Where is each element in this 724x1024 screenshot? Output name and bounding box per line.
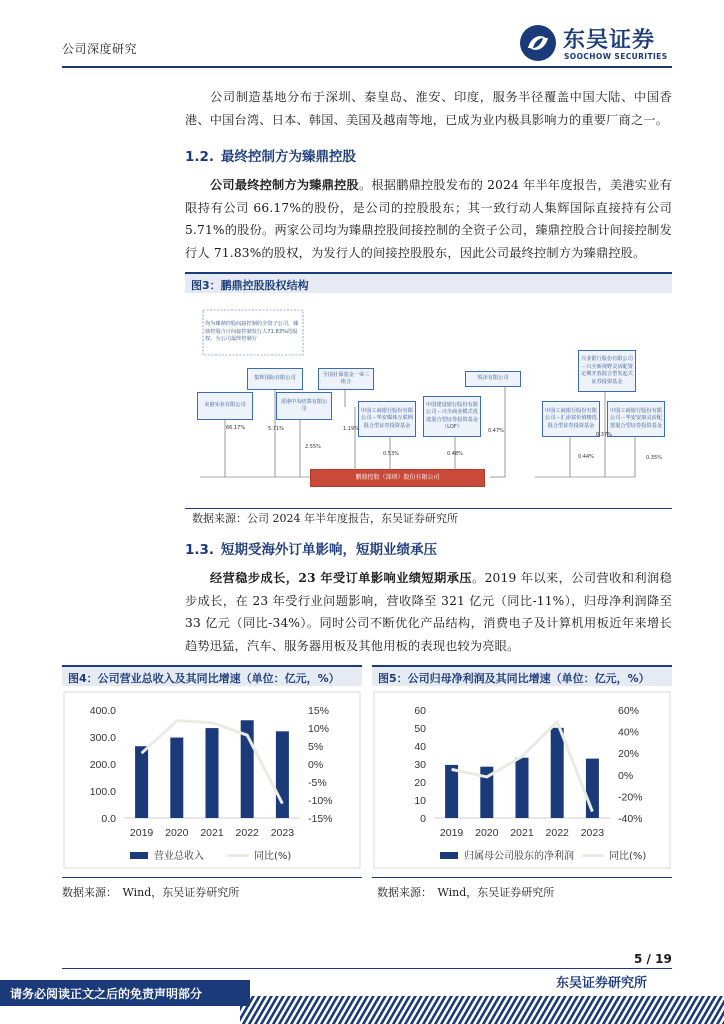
figure-4-bottom-rule (62, 877, 362, 878)
body-text: 。根据鹏鼎控股发布的 2024 年半年度报告，美港实业有限持有公司 66.17%的股份，是公司的控股股东；其一致行动人集辉国际直接持有公司 5.71%的股份。两家公司均为臻鼎控股间接控制的全资子公司，臻鼎控股合计间接控制发行人 71.83%的股权，为发行人的间接控股股东，因此公司最终控制方为臻鼎控股。 (185, 178, 672, 260)
holding-percent: 0.48% (447, 451, 463, 457)
y2-axis-tick-label: 10% (308, 723, 330, 735)
y-axis-tick-label: 60 (414, 705, 426, 717)
y2-axis-tick-label: 60% (618, 705, 640, 717)
y2-axis-tick-label: 5% (308, 741, 324, 753)
company-root-box: 鹏鼎控股（深圳）股份有限公司 (310, 469, 485, 487)
shareholder-box: 中国建设银行股份有限公司－兴全商业模式优选混合型证券投资基金（LOF） (423, 396, 481, 437)
y2-axis-tick-label: -10% (308, 795, 333, 807)
holding-percent: 2.55% (305, 444, 321, 450)
document-type-label: 公司深度研究 (62, 42, 138, 56)
y2-axis-tick-label: 40% (618, 726, 640, 739)
shareholder-box: 锐泽有限公司 (465, 371, 521, 387)
shareholder-box: 美港实业有限公司 (197, 392, 253, 420)
figure-4-title: 图4：公司营业总收入及其同比增速（单位：亿元，%） (62, 665, 362, 686)
y2-axis-tick-label: -5% (308, 777, 327, 789)
holding-percent: 1.19% (343, 426, 359, 432)
footer-rule (62, 968, 672, 969)
y-axis-tick-label: 40 (414, 741, 426, 753)
legend-line-label: 同比(%) (254, 851, 292, 862)
figure-5-title: 图5：公司归母净利润及其同比增速（单位：亿元，%） (372, 665, 672, 686)
y2-axis-tick-label: -40% (618, 813, 643, 825)
y-axis-tick-label: 300.0 (89, 732, 116, 744)
holding-percent: 0.44% (578, 454, 594, 460)
y2-axis-tick-label: -20% (618, 791, 643, 804)
section-1-2-paragraph (185, 174, 672, 264)
revenue-chart (62, 690, 362, 870)
legend-bar-swatch (440, 852, 458, 859)
soochow-logo-icon (519, 24, 557, 62)
y-axis-tick-label: 50 (414, 723, 426, 735)
footer-stripe-decoration (240, 996, 724, 1024)
x-axis-tick-label: 2022 (235, 827, 259, 839)
legend-bar-label: 归属母公司股东的净利润 (464, 851, 574, 862)
lead-sentence: 经营稳步成长，23 年受订单影响业绩短期承压 (210, 571, 472, 585)
x-axis-tick-label: 2020 (165, 827, 189, 839)
shareholder-box: 香港中央结算有限公司 (276, 392, 332, 420)
bar (445, 765, 458, 818)
holding-percent: 0.47% (488, 428, 504, 434)
figure-3-title: 图3：鹏鼎控股股权结构 (185, 272, 672, 293)
figure-4-source: 数据来源： Wind，东吴证券研究所 (62, 886, 240, 899)
y-axis-tick-label: 0.0 (101, 813, 116, 825)
page-number: 5 / 19 (634, 952, 672, 966)
logo-english-name: SOOCHOW SECURITIES (564, 52, 668, 61)
y-axis-tick-label: 200.0 (89, 759, 116, 771)
x-axis-tick-label: 2023 (270, 827, 295, 839)
figure-5-bottom-rule (372, 877, 672, 878)
shareholder-box: 兴业银行股份有限公司－兴全新视野灵活配置定期开放混合型发起式证券投资基金 (578, 350, 636, 392)
y2-axis-tick-label: 15% (308, 705, 330, 717)
section-title: 最终控制方为臻鼎控股 (221, 149, 356, 165)
bar (516, 758, 529, 818)
shareholder-box: 中国工商银行股份有限公司－华安媒体互联网混合型证券投资基金 (358, 401, 416, 437)
x-axis-tick-label: 2021 (510, 827, 534, 839)
legend-line-label: 同比(%) (609, 851, 647, 862)
bar (206, 728, 219, 818)
section-1-3-paragraph (185, 567, 672, 657)
y2-axis-tick-label: -15% (308, 813, 333, 825)
bar (551, 728, 564, 818)
figure-3-source: 数据来源：公司 2024 年半年度报告，东吴证券研究所 (192, 512, 458, 525)
x-axis-tick-label: 2019 (129, 827, 154, 839)
bar (135, 746, 148, 818)
x-axis-tick-label: 2019 (439, 827, 464, 839)
figure-5-source: 数据来源： Wind，东吴证券研究所 (377, 886, 555, 899)
x-axis-tick-label: 2020 (475, 827, 499, 839)
header-rule (62, 66, 672, 68)
y-axis-tick-label: 100.0 (89, 786, 116, 798)
section-heading-1-3 (185, 538, 437, 558)
y2-axis-tick-label: 20% (618, 748, 640, 761)
section-title: 短期受海外订单影响，短期业绩承压 (221, 542, 437, 558)
y-axis-tick-label: 10 (414, 795, 426, 807)
holding-percent: 0.35% (646, 455, 662, 461)
section-heading-1-2 (185, 145, 356, 165)
legend-bar-swatch (130, 852, 148, 859)
legend-bar-label: 营业总收入 (154, 851, 204, 862)
x-axis-tick-label: 2023 (580, 827, 605, 839)
bar (170, 738, 183, 818)
x-axis-tick-label: 2022 (545, 827, 569, 839)
y-axis-tick-label: 20 (414, 777, 426, 789)
y2-axis-tick-label: 0% (618, 769, 634, 782)
brand-logo (519, 22, 689, 64)
holding-percent: 0.53% (383, 451, 399, 457)
x-axis-tick-label: 2021 (200, 827, 224, 839)
body-text: 。2019 年以来，公司营收和利润稳步成长，在 23 年受行业问题影响，营收降至 321 亿元（同比-11%），归母净利润降至 33 亿元（同比-34%）。同时公司不断优化产品结构，消费电子及计算机用板近年来增长趋势迅猛，汽车、服务器用板及其他用板的表现也较为亮眼。 (185, 571, 672, 653)
shareholder-box: 全国社保基金一零三组合 (318, 368, 374, 390)
section-number: 1.3. (185, 542, 215, 558)
holding-percent: 66.17% (226, 425, 246, 431)
y-axis-tick-label: 0 (420, 813, 426, 825)
shareholder-box: 中国工商银行股份有限公司－汇添富价值精选混合型证券投资基金 (542, 401, 600, 437)
shareholder-box: 集辉国际有限公司 (247, 368, 303, 390)
disclaimer-banner: 请务必阅读正文之后的免责声明部分 (0, 980, 250, 1006)
holding-percent: 0.37% (596, 432, 612, 438)
net-profit-chart (372, 690, 672, 870)
bar (276, 731, 289, 818)
y-axis-tick-label: 30 (414, 759, 426, 771)
figure-3-bottom-rule (185, 508, 672, 509)
section-number: 1.2. (185, 149, 215, 165)
lead-sentence: 公司最终控制方为臻鼎控股 (210, 178, 359, 192)
intro-paragraph: 公司制造基地分布于深圳、秦皇岛、淮安、印度，服务半径覆盖中国大陆、中国香港、中国台湾、日本、韩国、美国及越南等地，已成为业内极具影响力的重要厂商之一。 (185, 90, 672, 127)
shareholder-box: 中国工商银行股份有限公司－华安安康灵活配置混合型证券投资基金 (607, 401, 665, 437)
logo-chinese-name: 东吴证券 (563, 28, 656, 53)
holding-percent: 5.71% (268, 426, 284, 432)
footer-org: 东吴证券研究所 (556, 976, 648, 991)
y-axis-tick-label: 400.0 (89, 705, 116, 717)
y2-axis-tick-label: 0% (308, 759, 324, 771)
control-note-box: 均为臻鼎控股间接控制的全资子公司，臻鼎控股合计间接控制发行人71.83%的股权，为公司最终控制方 (205, 321, 299, 343)
